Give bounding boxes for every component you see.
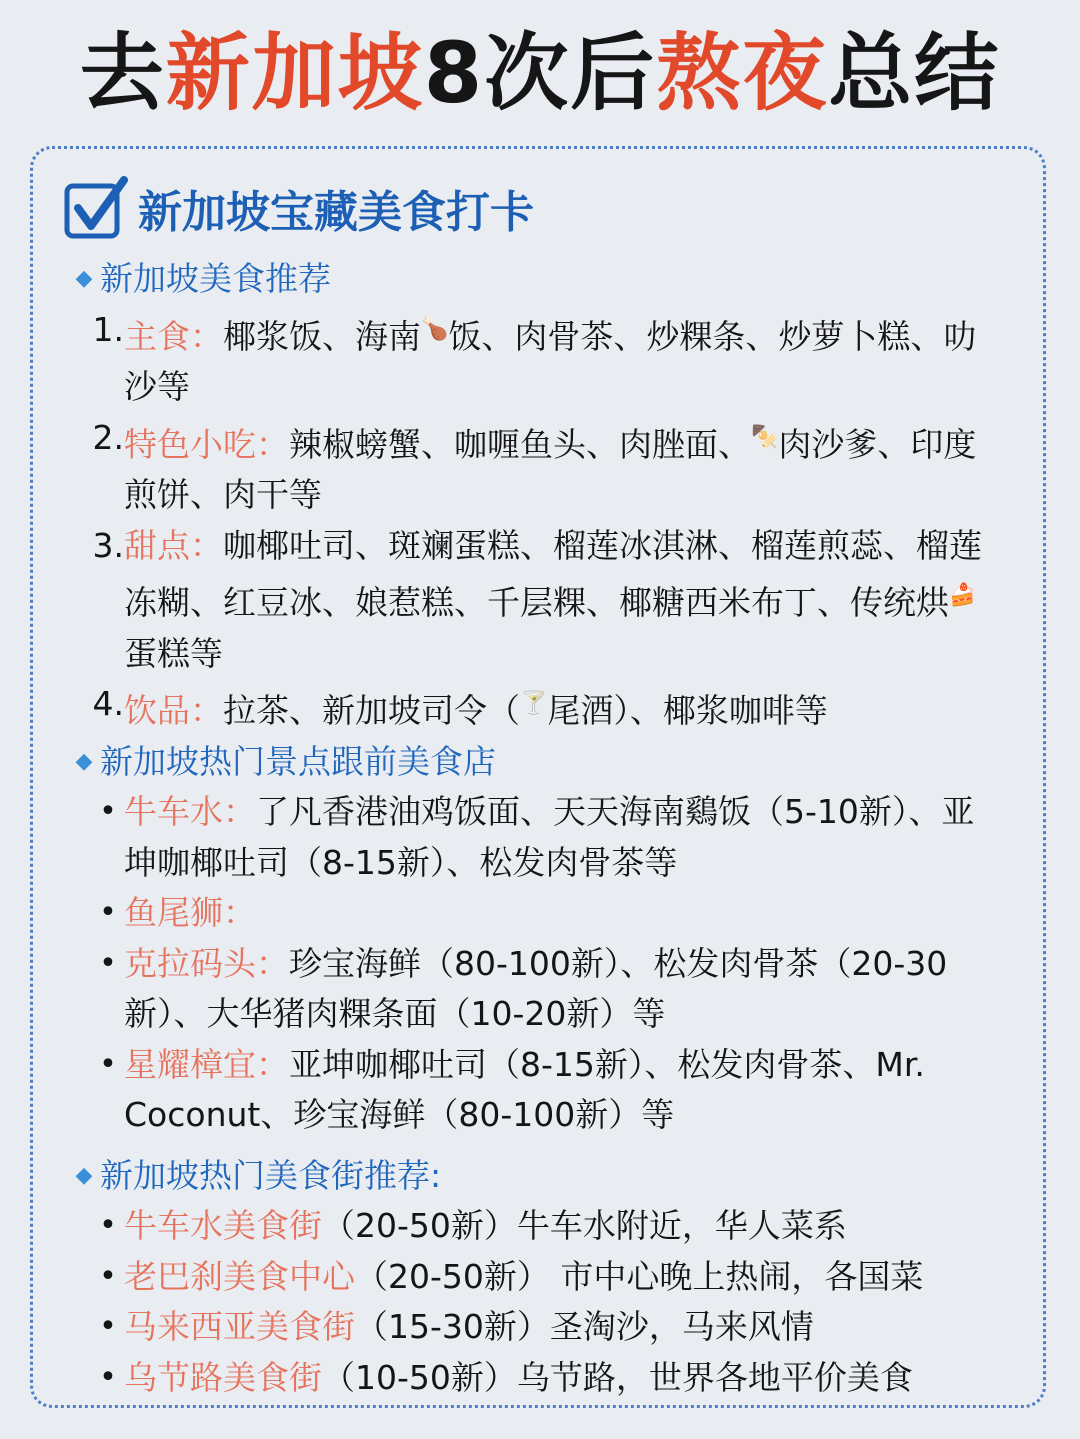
list-number: 2.	[92, 417, 124, 457]
item-text: 珍宝海鲜（80-100新）、松发肉骨茶（20-30新）、大华猪肉粿条面（10-20新）等	[124, 943, 948, 1033]
emoji-glyph: 🍰	[949, 583, 977, 608]
list-number: 4.	[92, 684, 124, 723]
bullet: •	[99, 895, 117, 930]
bullet: •	[99, 794, 117, 829]
item-text: （20-50新）牛车水附近，华人菜系	[322, 1206, 847, 1245]
item-text-cont: 饭、肉骨茶、炒粿条、炒萝卜糕、叻沙等	[124, 316, 977, 406]
item-text: 了凡香港油鸡饭面、天天海南鷄饭（5-10新）、亚坤咖椰吐司（8-15新）、松发肉骨茶等	[124, 792, 975, 882]
item-text: 拉茶、新加坡司令（	[223, 691, 520, 730]
card-heading-text: 新加坡宝藏美食打卡	[138, 187, 534, 238]
emoji-glyph: 🍸	[520, 691, 548, 716]
title-part-2: 新加坡	[165, 24, 424, 122]
bullet: •	[99, 945, 117, 981]
item-label: 老巴刹美食中心	[124, 1256, 355, 1296]
page-title	[0, 18, 1080, 128]
title-part-5: 总结	[828, 24, 1001, 122]
item-label: 牛车水美食街	[124, 1206, 322, 1245]
section-gap	[64, 1141, 1024, 1151]
list-number: 3.	[92, 525, 124, 565]
bullet: •	[99, 1309, 117, 1344]
list-item	[64, 679, 1024, 737]
list-item	[64, 1201, 1024, 1252]
emoji-glyph: 🍗	[421, 316, 449, 342]
list-item	[64, 413, 1024, 521]
list-item	[64, 1353, 1024, 1404]
item-label: 鱼尾狮：	[124, 893, 256, 932]
item-text: 亚坤咖椰吐司（8-15新）、松发肉骨茶、Mr. Coconut、珍宝海鲜（80-100新）等	[124, 1044, 925, 1134]
emoji-glyph: 🍢	[751, 424, 779, 450]
item-text: （20-50新） 市中心晚上热闹，各国菜	[355, 1256, 924, 1296]
item-label: 克拉码头：	[124, 943, 289, 983]
item-text: 椰浆饭、海南	[223, 316, 421, 356]
bullet: •	[99, 1046, 117, 1082]
bullet: •	[99, 1258, 117, 1294]
list-item	[64, 939, 1024, 1040]
list-item	[64, 1252, 1024, 1303]
list-item	[64, 1040, 1024, 1141]
title-part-1: 去	[79, 24, 166, 122]
item-label: 乌节路美食街	[124, 1357, 322, 1397]
content-body	[64, 254, 1024, 1403]
item-text-cont: 尾酒）、椰浆咖啡等	[547, 691, 828, 730]
item-text-cont: 蛋糕等	[124, 633, 223, 673]
section-title-text: 新加坡美食推荐	[100, 259, 331, 298]
diamond-icon: ◆	[75, 1162, 93, 1188]
item-label: 牛车水：	[124, 792, 256, 831]
section-title	[64, 1151, 1024, 1202]
list-number: 1.	[92, 309, 124, 349]
item-text: （10-50新）乌节路，世界各地平价美食	[322, 1357, 913, 1397]
bullet: •	[99, 1359, 117, 1395]
item-label: 饮品：	[124, 691, 223, 730]
section-title	[64, 254, 1024, 305]
section-title-text: 新加坡热门景点跟前美食店	[100, 741, 496, 781]
item-label: 主食：	[124, 316, 223, 356]
item-text-cont: 肉沙爹、印度煎饼、肉干等	[124, 424, 977, 514]
item-text: 咖椰吐司、斑斓蛋糕、榴莲冰淇淋、榴莲煎蕊、榴莲冻糊、红豆冰、娘惹糕、千层粿、椰糖西米布丁、传统烘	[124, 525, 982, 622]
item-label: 特色小吃：	[124, 424, 289, 464]
title-part-4: 熬夜	[656, 24, 829, 122]
section-title-text: 新加坡热门美食街推荐:	[100, 1155, 442, 1195]
item-label: 甜点：	[124, 525, 223, 565]
list-item	[64, 305, 1024, 413]
card-heading	[62, 172, 534, 244]
list-item	[64, 787, 1024, 888]
section-title	[64, 737, 1024, 788]
list-item	[64, 888, 1024, 939]
list-item	[64, 1302, 1024, 1353]
item-label: 星耀樟宜：	[124, 1044, 289, 1084]
item-text: 辣椒螃蟹、咖喱鱼头、肉脞面、	[289, 424, 751, 464]
item-label: 马来西亚美食街	[124, 1307, 355, 1346]
item-text: （15-30新）圣淘沙，马来风情	[355, 1307, 814, 1346]
checkbox-check-icon	[62, 174, 130, 242]
diamond-icon: ◆	[75, 266, 93, 291]
diamond-icon: ◆	[75, 748, 93, 774]
list-item	[64, 521, 1024, 680]
title-part-3: 8次后	[423, 24, 657, 122]
bullet: •	[99, 1208, 117, 1243]
